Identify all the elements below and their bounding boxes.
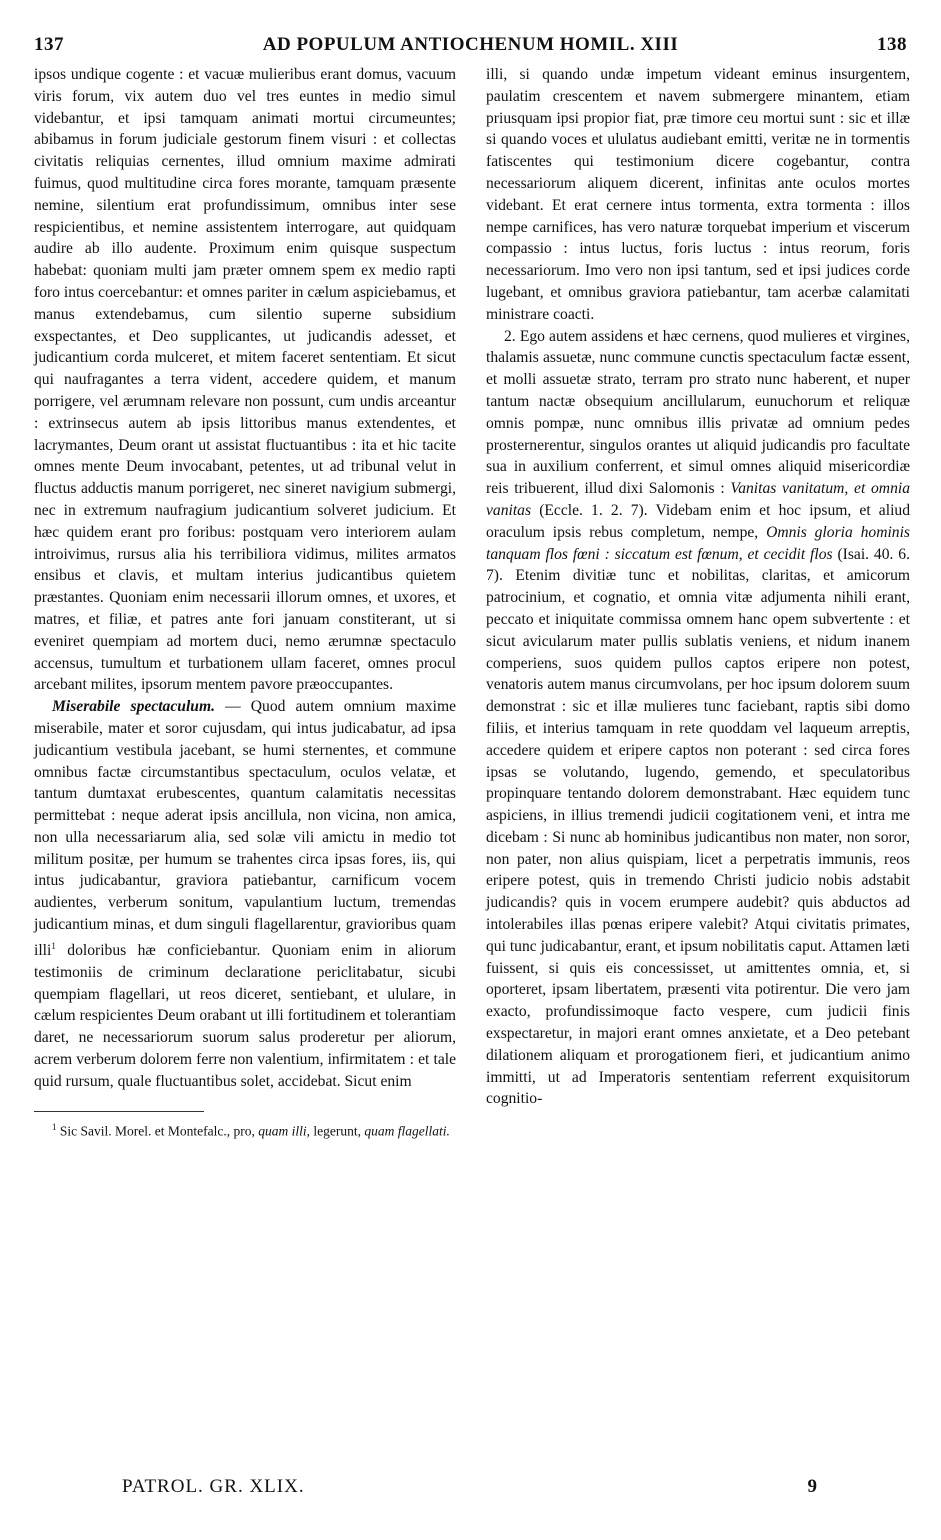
footnote-text-b: , legerunt, <box>306 1123 365 1139</box>
footnote-italic-2: quam flagellati. <box>364 1123 450 1139</box>
footnote <box>34 1118 456 1141</box>
footnote-text-a: Sic Savil. Morel. et Montefalc., pro, <box>56 1123 259 1139</box>
scripture-quote-2: Omnis gloria hominis tanquam flos fœni : siccatum est fœnum, et cecidit flos <box>486 523 910 563</box>
footer-source: PATROL. GR. XLIX. <box>122 1476 305 1497</box>
left-paragraph-1: ipsos undique cogente : et vacuæ mulieribus erant domus, vacuum viris forum, vix autem duo vel tres euntes in medio simul videbantur, et ipsi tamquam animati mortui circumeuntes; abibamus in forum judiciale gestorum finem visuri : et collectas civitatis reliquias cernentes, illud omnium maxime admirati fuimus, quod multitudine circa fores morante, tamquam præsente nemine, silentium erat profundissimum, omnibus inter sese respicientibus, et nemine assistentem interrogare, aut quidquam audire ab illo audente. Proximum enim quisque suspectum habebat: quoniam multi jam præter omnem spem ex medio rapti foro intus coercebantur: et omnes pariter in cælum aspiciebamus, et manus extendebamus, cum silentio superne subsidium exspectantes, et Deo supplicantes, ut judicandis adesset, et judicantium corda mulceret, et mitem faceret sententiam. Et sicut qui naufragantes a terra vident, accedere quidem, et manum porrigere, vel ærumnam relevare non possunt, cum undis arceantur : extrinsecus autem ab ipsis littoribus manus extendentes, et lacrymantes, Deum orant ut assistat fluctuantibus : ita et hic tacite omnes mente Deum invocabant, petentes, ut ad tribunal velut in fluctus adductis manum porrigeret, nec sineret navigium submergi, nec in extremum naufragium judicantium solveret judicium. Et hæc quidem erant pro foribus: postquam vero interiorem aulam introivimus, rursus alia his terribiliora vidimus, milites armatos ensibus et clavis, et multam interius judicantibus quietem præstantes. Quoniam enim necessarii illorum omnes, et uxores, et matres, et filiæ, et patres ante fori januam constiterant, ut si eveniret quempiam ad mortem duci, nemo ærumnæ spectaculo accensus, tumultum et turbationem ullam faceret, omnes procul arcebant milites, ipsorum mentem pavore præoccupantes. <box>34 66 456 694</box>
running-header <box>30 30 911 58</box>
text-columns <box>34 64 911 1434</box>
left-paragraph-2-text-a: — Quod autem omnium maxime miserabile, mater et soror cujusdam, qui intus judicabatur, ad ipsa judicantium vestibula jacebant, se humi sternentes, et commune omnibus factæ circumstantibus spectaculum, oculos velatæ, et tantum dumtaxat erubescentes, quantum calamitatis necessitas permittebat : neque aderat ipsis ancillula, non vicina, non amica, non ulla necessariarum alia, sed solæ vili amictu in medio tot militum positæ, per humum se trahentes circa ipsas fores, iis, qui intus judicabantur, graviora patiebantur, carnificum vocem audientes, verberum sonitum, vapulantium luctum, tremendas judicantium minas, et dum singuli flagellarentur, gravioribus quam illi <box>34 698 456 960</box>
running-title: AD POPULUM ANTIOCHENUM HOMIL. XIII <box>262 34 679 55</box>
page-footer <box>0 1476 941 1506</box>
right-column <box>486 64 910 1110</box>
signature-number: 9 <box>807 1476 817 1497</box>
left-column <box>34 64 456 1140</box>
scripture-quote-1: Vanitas vanitatum, et omnia vanitas <box>486 480 910 519</box>
footnote-rule <box>34 1111 204 1112</box>
right-paragraph-1: illi, si quando undæ impetum videant eminus insurgentem, paulatim crescentem et navem submergere minantem, etiam priusquam ipsi propior fiat, præ timore ceu mortui sunt : sic et illæ si quando voces et ululatus audiebant emitti, veritæ ne in tormentis fatiscentes qui testimonium dicere cogebantur, contra necessariorum aliquem dicerent, infinitas ante oculos mortes videbant. Et erat cernere intus tormenta, extra tormenta : illos nempe carnifices, has vero naturæ torquebat imperium et viscerum compassio : intus luctus, foris luctus : intus reorum, foris necessariorum. Imo vero non ipsi tantum, sed et ipsi judices corde lugebant, et omnibus graviora patiebantur, tam acerbæ calamitati ministrare coacti. <box>486 66 910 323</box>
scripture-reference-1: (Eccle. 1. 2. 7). <box>531 501 648 519</box>
left-paragraph-2 <box>34 696 456 1093</box>
left-paragraph-2-text-b: doloribus hæ conficiebantur. Quoniam enim in aliorum testimoniis de criminum declaratione periclitabatur, sicubi quempiam flagellari, ut reos diceret, sentiebant, et ululare, in cælum respicientes Deum orabant ut illi fortitudinem et tolerantiam daret, ne necessariorum suorum salus proderetur per aliorum, acrem verberum dolorem ferre non valentium, infirmitatem : et tale quid rursum, quale fluctuantibus solet, accidebat. Sicut enim <box>34 942 456 1090</box>
scripture-reference-2: (Isai. 40. 6. 7). <box>486 545 910 585</box>
page-number-right: 138 <box>877 34 907 55</box>
right-paragraph-2-text-c: Etenim divitiæ tunc et nobilitas, claritas, et amicorum patrocinium, et cognatio, et omnia vitæ adjumenta nihili erant, peccato et iniquitate commissa omnem hanc opem subvertente : et sicut avicularum mater pullis sublatis veniens, et nidum inanem comperiens, suos quidem pullos captos eripere non potest, venatoris autem manus circumvolans, per hoc ipsum dolorem suum demonstrat : sic et illæ mulieres tunc faciebant, raptis sibi domo filiis, et interius tamquam in rete quoddam vel laqueum arreptis, accedere quidem et eripere captos non poterant : sed circa fores ipsas se volutando, lugendo, gemendo, et speculatoribus propinquare tentando dolorem demonstrabant. Hæc equidem tunc aspiciens, in illius tremendi judicii cogitationem veni, et intra me dicebam : Si nunc ab hominibus judicantibus non mater, non soror, non pater, non alius quispiam, licet a perpetratis immunis, reos eripere potest, quis in tremendo Christi judicio nobis adstabit judicandis? quis in vocem erumpere audebit? quis abductos ad intolerabiles illas pœnas eripere valebit? Atqui civitatis primates, qui tunc judicabantur, erant, et ipsum nobilitatis caput. Attamen læti fuissent, si quis eis concessisset, ut amittentes omnia, et, si oporteret, ipsam libertatem, præsenti vita potirentur. Die vero jam exacto, profundissimoque facto vespere, cum judicii finis exspectaretur, in majori erant omnes anxietate, et a Deo petebant dilationem aliquam et prorogationem fieri, et judicantium animo immitti, ut ad Imperatoris sententiam referrent exquisitorum cognitio- <box>486 567 910 1108</box>
footnote-reference: 1 <box>51 940 56 951</box>
page-number-left: 137 <box>34 34 64 55</box>
right-paragraph-2 <box>486 326 910 1111</box>
right-paragraph-2-text-b: Videbam enim et hoc ipsum, et aliud oraculum ipsis rebus completum, nempe, <box>486 501 910 541</box>
footnote-italic: quam illi <box>258 1123 307 1139</box>
right-paragraph-2-text-a: 2. Ego autem assidens et hæc cernens, quod mulieres et virgines, thalamis assuetæ, nunc commune cunctis spectaculum factæ essent, et molli assuetæ strato, terram pro strato nunc haberent, et nuper tantum nactæ obsequium ancillularum, eunuchorum et reliquæ omnis pompæ, nunc omnibus illis privatæ ad omnium pedes prosternerentur, singulos orantes ut aliquid judicandis pro facultate sua in auxilium conferrent, et simul omnes aliquid misericordiæ reis tribuerent, illud dixi Salomonis : <box>486 327 910 498</box>
footnote-marker: 1 <box>52 1121 57 1132</box>
section-heading: Miserabile spectaculum. <box>52 698 215 716</box>
